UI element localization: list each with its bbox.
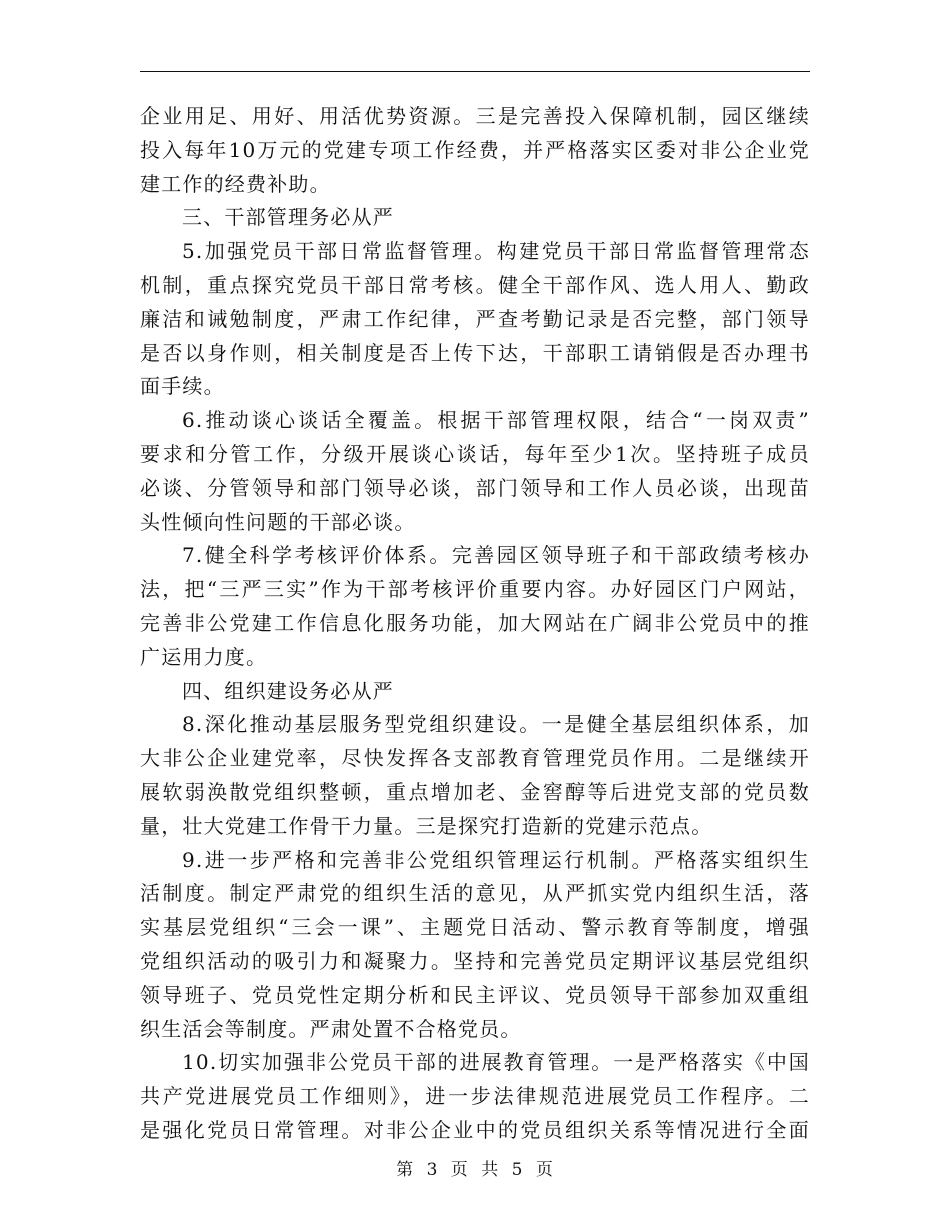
text-line: 5.加强党员干部日常监督管理。构建党员干部日常监督管理常态 bbox=[182, 239, 810, 264]
text-line: 必谈、分管领导和部门领导必谈，部门领导和工作人员必谈，出现苗 bbox=[140, 475, 810, 500]
text-line: 大非公企业建党率，尽快发挥各支部教育管理党员作用。二是继续开 bbox=[140, 746, 810, 771]
page-number-footer: 第 3 页 共 5 页 bbox=[396, 1160, 554, 1180]
text-line: 廉洁和诫勉制度，严肃工作纪律，严查考勤记录是否完整，部门领导 bbox=[140, 306, 810, 331]
text-line: 机制，重点探究党员干部日常考核。健全干部作风、选人用人、勤政 bbox=[140, 272, 810, 297]
text-line: 四、组织建设务必从严 bbox=[182, 678, 394, 703]
text-line: 共产党进展党员工作细则》，进一步法律规范进展党员工作程序。二 bbox=[140, 1084, 810, 1109]
text-line: 广运用力度。 bbox=[140, 644, 268, 669]
document-body bbox=[140, 100, 810, 1148]
text-line: 是否以身作则，相关制度是否上传下达，干部职工请销假是否办理书 bbox=[140, 340, 810, 365]
text-line: 量，壮大党建工作骨干力量。三是探究打造新的党建示范点。 bbox=[140, 813, 713, 838]
text-line: 要求和分管工作，分级开展谈心谈话，每年至少1次。坚持班子成员 bbox=[140, 441, 810, 466]
text-line: 完善非公党建工作信息化服务功能，加大网站在广阔非公党员中的推 bbox=[140, 610, 810, 635]
text-line: 实基层党组织“三会一课”、主题党日活动、警示教育等制度，增强 bbox=[140, 915, 810, 940]
text-line: 展软弱涣散党组织整顿，重点增加老、金窖醇等后进党支部的党员数 bbox=[140, 779, 810, 804]
text-line: 企业用足、用好、用活优势资源。三是完善投入保障机制，园区继续 bbox=[140, 104, 810, 128]
text-line: 织生活会等制度。严肃处置不合格党员。 bbox=[140, 1016, 522, 1041]
text-line: 活制度。制定严肃党的组织生活的意见，从严抓实党内组织生活，落 bbox=[140, 881, 810, 906]
text-line: 头性倾向性问题的干部必谈。 bbox=[140, 509, 416, 534]
text-line: 法，把“三严三实”作为干部考核评价重要内容。办好园区门户网站， bbox=[140, 577, 810, 602]
text-line: 10.切实加强非公党员干部的进展教育管理。一是严格落实《中国 bbox=[182, 1050, 810, 1075]
text-line: 三、干部管理务必从严 bbox=[182, 205, 394, 230]
text-line: 投入每年10万元的党建专项工作经费，并严格落实区委对非公企业党 bbox=[140, 137, 810, 162]
text-line: 面手续。 bbox=[140, 374, 225, 399]
text-line: 7.健全科学考核评价体系。完善园区领导班子和干部政绩考核办 bbox=[182, 543, 810, 568]
text-line: 领导班子、党员党性定期分析和民主评议、党员领导干部参加双重组 bbox=[140, 982, 810, 1007]
text-line: 8.深化推动基层服务型党组织建设。一是健全基层组织体系，加 bbox=[182, 712, 810, 737]
text-line: 党组织活动的吸引力和凝聚力。坚持和完善党员定期评议基层党组织 bbox=[140, 948, 810, 973]
text-line: 是强化党员日常管理。对非公企业中的党员组织关系等情况进行全面 bbox=[140, 1117, 810, 1142]
text-line: 6.推动谈心谈话全覆盖。根据干部管理权限，结合“一岗双责” bbox=[182, 408, 810, 433]
text-line: 9.进一步严格和完善非公党组织管理运行机制。严格落实组织生 bbox=[182, 847, 810, 872]
header-rule bbox=[140, 71, 810, 72]
text-line: 建工作的经费补助。 bbox=[140, 171, 331, 196]
